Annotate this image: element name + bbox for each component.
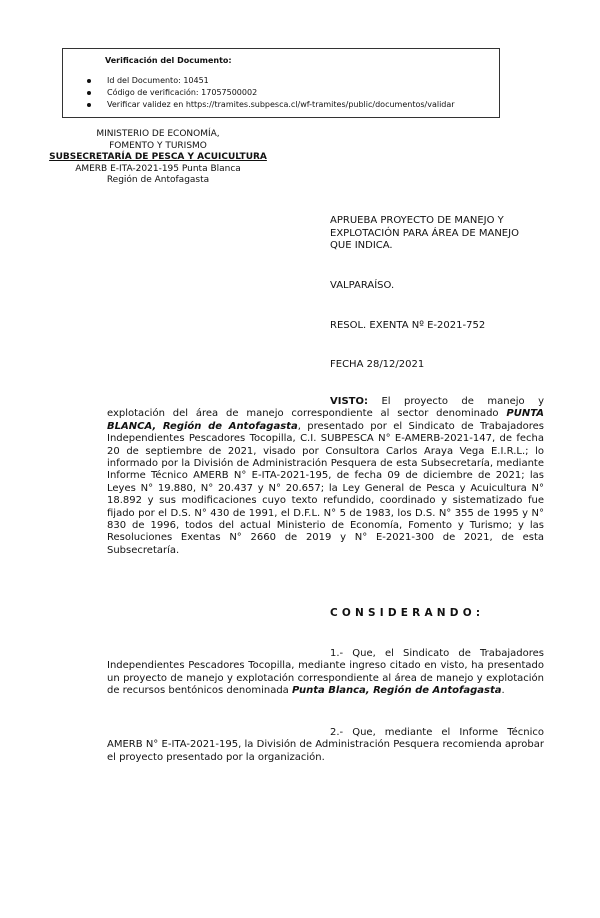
amerb-line: AMERB E-ITA-2021-195 Punta Blanca <box>75 163 241 174</box>
title-line-1: APRUEBA PROYECTO DE MANEJO Y <box>330 215 504 226</box>
p1-text: 1.- Que, el Sindicato de Trabajadores Independientes Pescadores Tocopilla, mediante ingreso citado en visto, ha presentado un proyecto de manejo y explotación correspondiente al área de manejo y explotación de recursos bentónicos denominada <box>107 648 544 697</box>
resolution-number: RESOL. EXENTA Nº E-2021-752 <box>330 320 486 331</box>
verification-title: Verificación del Documento: <box>105 56 232 65</box>
visto-paragraph <box>107 396 544 557</box>
verification-code: Código de verificación: 17057500002 <box>85 87 455 99</box>
city: VALPARAÍSO. <box>330 280 395 291</box>
title-line-2: EXPLOTACIÓN PARA ÁREA DE MANEJO <box>330 227 519 239</box>
verification-url[interactable]: Verificar validez en https://tramites.subpesca.cl/wf-tramites/public/documentos/validar <box>85 99 455 111</box>
considerando-paragraph-1 <box>107 648 544 698</box>
verification-box <box>62 48 500 118</box>
resolution-title <box>330 215 550 253</box>
visto-sector-name: PUNTA BLANCA, Región de Antofagasta <box>107 408 544 432</box>
ministry-line-2: FOMENTO Y TURISMO <box>109 140 207 151</box>
considerando-heading: CONSIDERANDO: <box>330 607 485 619</box>
p2-text: 2.- Que, mediante el Informe Técnico AMERB N° E-ITA-2021-195, la División de Administración Pesquera recomienda aprobar el proyecto presentado por la organización. <box>107 727 544 763</box>
ministry-header <box>36 129 280 187</box>
subsecretaria-line: SUBSECRETARÍA DE PESCA Y ACUICULTURA <box>49 152 267 162</box>
verification-id: Id del Documento: 10451 <box>85 75 455 87</box>
visto-text-1: El proyecto de manejo y explotación del área de manejo correspondiente al sector denominado <box>107 396 544 420</box>
visto-text-2: , presentado por el Sindicato de Trabajadores Independientes Pescadores Tocopilla, C.I. SUBPESCA N° E-AMERB-2021-147, de fecha 20 de septiembre de 2021, visado por Consultora Carlos Araya Vega E.I.R.L.; lo informado por la División de Administración Pesquera de esta Subsecretaría, mediante Informe Técnico AMERB N° E-ITA-2021-195, de fecha 09 de diciembre de 2021; las Leyes N° 19.880, N° 20.437 y N° 20.657; la Ley General de Pesca y Acuicultura N° 18.892 y sus modificaciones cuyo texto refundido, coordinado y sistematizado fue fijado por el D.S. N° 430 de 1991, el D.F.L. N° 5 de 1983, los D.S. N° 355 de 1995 y N° 830 de 1996, todos del actual Ministerio de Economía, Fomento y Turismo; y las Resoluciones Exentas N° 2660 de 2019 y N° E-2021-300 de 2021, de esta Subsecretaría. <box>107 420 544 556</box>
title-line-3: QUE INDICA. <box>330 240 393 251</box>
p1-area-name: Punta Blanca, Región de Antofagasta <box>291 685 502 697</box>
region-line: Región de Antofagasta <box>106 175 210 185</box>
resolution-date: FECHA 28/12/2021 <box>330 359 425 370</box>
verification-list <box>85 75 455 111</box>
visto-label: VISTO: <box>330 396 368 407</box>
p1-end: . <box>501 685 505 697</box>
ministry-line-1: MINISTERIO DE ECONOMÍA, <box>96 129 220 139</box>
considerando-paragraph-2 <box>107 727 544 764</box>
